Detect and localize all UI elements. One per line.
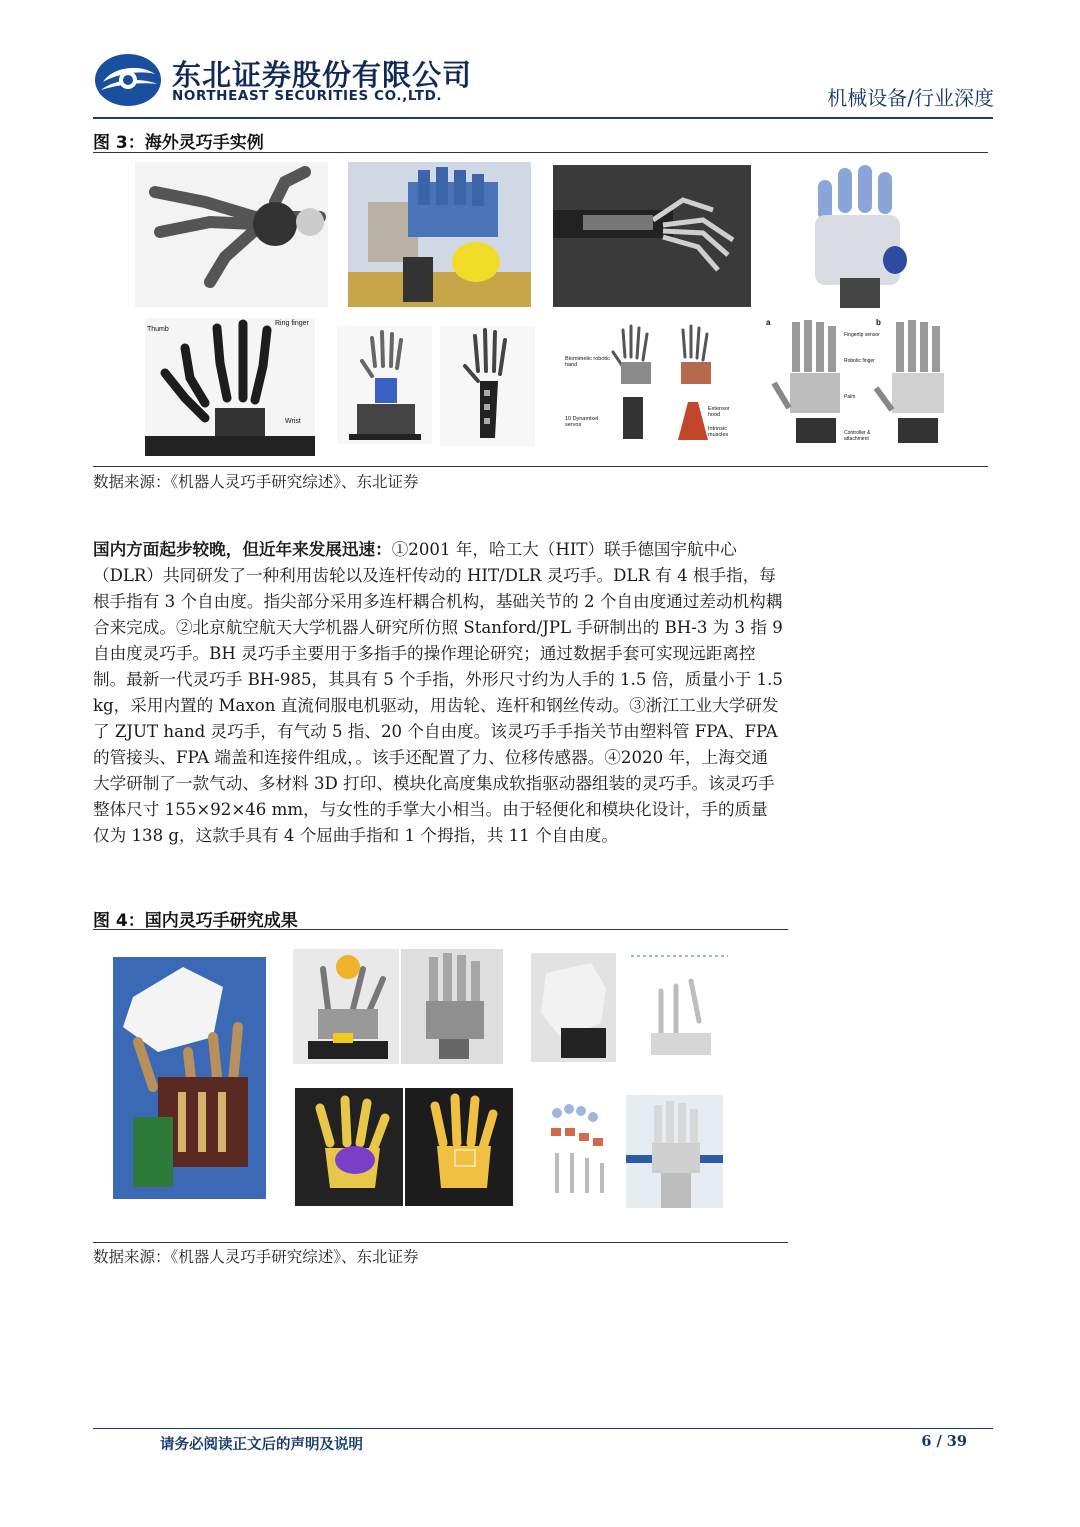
figure4-top-rule [93, 929, 788, 930]
figure3-photo-3 [553, 165, 751, 307]
figure4-photo-3 [401, 949, 503, 1064]
photo-label-robotic-finger: Robotic finger [844, 358, 875, 364]
paragraph-lead: 国内方面起步较晚，但近年来发展迅速： [93, 540, 392, 559]
figure3-photo-4 [790, 160, 928, 308]
company-name-cn: 东北证券股份有限公司 [172, 58, 473, 92]
page-header [0, 0, 1080, 120]
figure4-source: 数据来源：《机器人灵巧手研究综述》、东北证券 [93, 1248, 419, 1266]
photo-label-panel-a: a [766, 318, 771, 327]
figure4-photo-9 [626, 1095, 723, 1208]
body-paragraph [93, 537, 783, 849]
photo-label-dynamixel: 10 Dynamixel servos [565, 416, 599, 428]
figure3-photo-7 [440, 326, 535, 446]
figure3-photo-9 [764, 318, 954, 453]
photo-label-controller: Controller & attachment [844, 430, 871, 442]
photo-label-thumb: Thumb [147, 326, 169, 333]
figure3-photo-6 [337, 326, 432, 444]
figure3-top-rule [93, 152, 988, 153]
figure4-photo-2 [293, 949, 399, 1064]
figure4-photo-7 [405, 1088, 513, 1206]
photo-label-palm: Palm [844, 394, 856, 400]
photo-label-wrist: Wrist [285, 418, 301, 425]
photo-label-panel-b: b [876, 318, 881, 327]
figure3-photo-5 [145, 318, 315, 456]
footer-divider [93, 1428, 993, 1429]
figure4-photo-6 [295, 1088, 403, 1206]
figure4-photo-8 [537, 1093, 621, 1208]
figure3-photo-2 [348, 162, 531, 307]
photo-label-intrinsic: Intrinsic muscles [708, 426, 729, 438]
company-name-en: NORTHEAST SECURITIES CO.,LTD. [172, 88, 443, 104]
header-divider [93, 117, 993, 119]
figure4-bottom-rule [93, 1242, 788, 1243]
figure4-photo-5 [631, 951, 728, 1062]
photo-label-fingertip-sensor: Fingertip sensor [844, 332, 880, 338]
figure3-photo-1 [135, 162, 328, 307]
figure3-photo-8 [563, 322, 743, 446]
figure3-source: 数据来源：《机器人灵巧手研究综述》、东北证券 [93, 473, 419, 491]
photo-label-ring-finger: Ring finger [275, 320, 309, 327]
figure3-bottom-rule [93, 466, 988, 467]
figure4-photo-1 [113, 957, 266, 1199]
photo-label-extensor: Extensor hood [708, 406, 730, 418]
photo-label-biomimetic: Biomimetic robotic hand [565, 356, 610, 368]
company-logo-icon [93, 52, 163, 108]
figure3-title: 图 3：海外灵巧手实例 [93, 133, 264, 153]
footer-disclaimer: 请务必阅读正文后的声明及说明 [160, 1437, 363, 1453]
sector-label: 机械设备/行业深度 [827, 86, 994, 110]
figure4-photo-4 [531, 953, 616, 1062]
figure4-title: 图 4：国内灵巧手研究成果 [93, 911, 298, 931]
page-number: 6 / 39 [921, 1433, 967, 1450]
paragraph-body: ①2001 年，哈工大（HIT）联手德国宇航中心（DLR）共同研发了一种利用齿轮以及连杆传动的 HIT/DLR 灵巧手。DLR 有 4 根手指，每根手指有 3 个自由度。指尖部分采用多连杆耦合机构，基础关节的 2 个自由度通过差动机构耦合来完成。②北京航空航天大学机器人研究所仿照 Stanford/JPL 手研制出的 BH-3 为 3 指 9 自由度灵巧手。BH 灵巧手主要用于多指手的操作理论研究；通过数据手套可实现远距离控制。最新一代灵巧手 BH-985，其具有 5 个手指，外形尺寸约为人手的 1.5 倍，质量小于 1.5 kg，采用内置的 Maxon 直流伺服电机驱动，用齿轮、连杆和钢丝传动。③浙江工业大学研发了 ZJUT hand 灵巧手，有气动 5 指、20 个自由度。该灵巧手手指关节由塑料管 FPA、FPA 的管接头、FPA 端盖和连接件组成，。该手还配置了力、位移传感器。④2020 年，上海交通大学研制了一款气动、多材料 3D 打印、模块化高度集成软指驱动器组装的灵巧手。该灵巧手整体尺寸 155×92×46 mm，与女性的手掌大小相当。由于轻便化和模块化设计，手的质量仅为 138 g，这款手具有 4 个屈曲手指和 1 个拇指，共 11 个自由度。 [93, 540, 783, 845]
